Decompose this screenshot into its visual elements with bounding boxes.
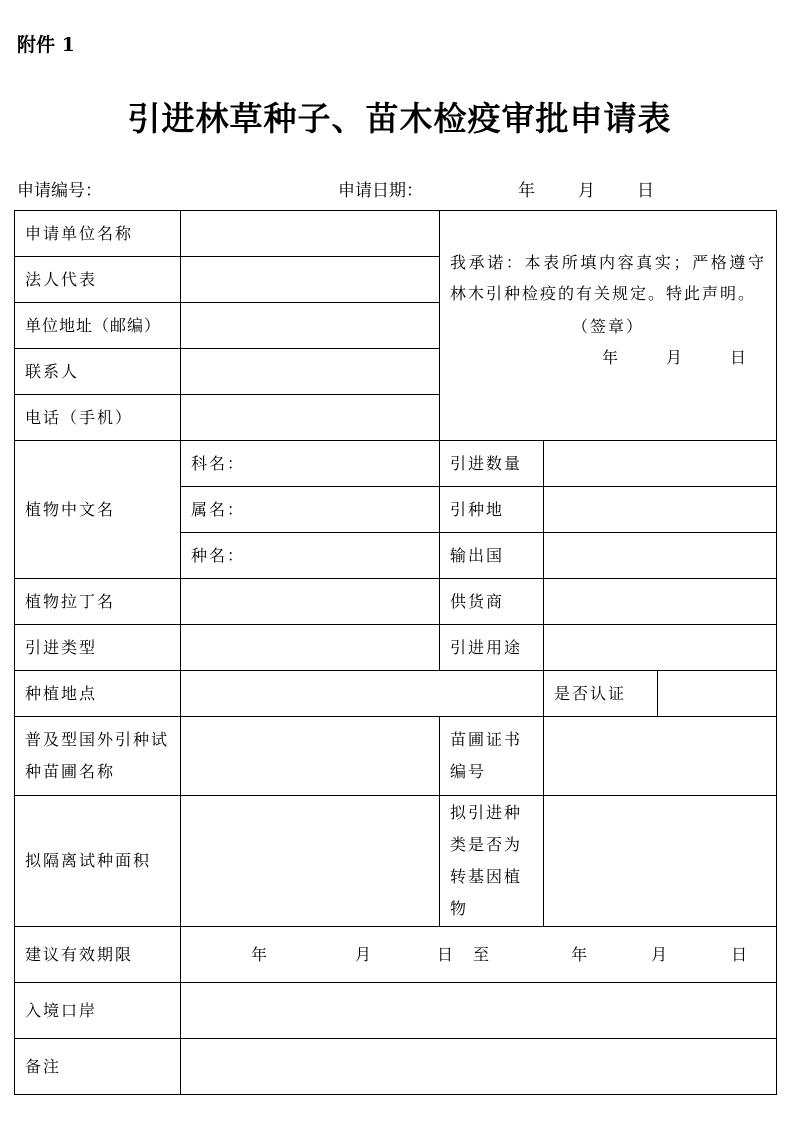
application-number-label: 申请编号： [17,181,102,201]
genus-field[interactable]: 属名： [181,487,440,533]
isolation-area-label: 拟隔离试种面积 [15,796,181,927]
species-field[interactable]: 种名： [181,533,440,579]
unit-name-label: 申请单位名称 [15,211,181,257]
application-date-month: 月 [578,181,595,201]
validity-to: 至 [473,944,492,964]
chinese-name-label: 植物中文名 [15,441,181,579]
application-date-day: 日 [637,181,654,201]
origin-label: 引种地 [440,487,544,533]
export-country-field[interactable] [544,533,777,579]
validity-end-month: 月 [651,944,670,964]
application-date-year: 年 [518,181,535,201]
certified-label: 是否认证 [544,671,658,717]
legal-rep-field[interactable] [181,257,440,303]
nursery-cert-label: 苗圃证书编号 [440,717,544,796]
address-label: 单位地址（邮编） [15,303,181,349]
contact-label: 联系人 [15,349,181,395]
validity-field[interactable] [181,927,777,983]
intro-purpose-label: 引进用途 [440,625,544,671]
family-field[interactable]: 科名： [181,441,440,487]
latin-name-label: 植物拉丁名 [15,579,181,625]
unit-name-field[interactable] [181,211,440,257]
transgenic-field[interactable] [544,796,777,927]
application-date-label: 申请日期： [338,181,423,201]
certified-field[interactable] [658,671,777,717]
nursery-cert-field[interactable] [544,717,777,796]
attachment-label: 附件 1 [17,34,75,56]
origin-field[interactable] [544,487,777,533]
validity-end-year: 年 [571,944,590,964]
planting-site-field[interactable] [181,671,544,717]
intro-type-field[interactable] [181,625,440,671]
port-field[interactable] [181,983,777,1039]
validity-start-month: 月 [355,944,374,964]
remarks-field[interactable] [181,1039,777,1095]
isolation-area-field[interactable] [181,796,440,927]
quantity-field[interactable] [544,441,777,487]
pledge-year: 年 [601,348,620,367]
pledge-day: 日 [730,348,749,367]
transgenic-label: 拟引进种类是否为转基因植物 [440,796,544,927]
pledge-month: 月 [665,348,684,367]
contact-field[interactable] [181,349,440,395]
intro-purpose-field[interactable] [544,625,777,671]
phone-label: 电话（手机） [15,395,181,441]
latin-name-field[interactable] [181,579,440,625]
nursery-name-field[interactable] [181,717,440,796]
address-field[interactable] [181,303,440,349]
port-label: 入境口岸 [15,983,181,1039]
export-country-label: 输出国 [440,533,544,579]
pledge-text: 我承诺：本表所填内容真实；严格遵守林木引种检疫的有关规定。特此声明。 [450,253,767,303]
validity-end-day: 日 [731,944,750,964]
supplier-label: 供货商 [440,579,544,625]
validity-start-year: 年 [251,944,270,964]
nursery-name-label: 普及型国外引种试种苗圃名称 [15,717,181,796]
pledge-date [450,342,766,373]
pledge-cell [440,211,777,441]
application-form-table [14,210,777,1095]
quantity-label: 引进数量 [440,441,544,487]
intro-type-label: 引进类型 [15,625,181,671]
remarks-label: 备注 [15,1039,181,1095]
validity-start-day: 日 [437,944,456,964]
validity-label: 建议有效期限 [15,927,181,983]
form-title: 引进林草种子、苗木检疫审批申请表 [127,99,672,138]
phone-field[interactable] [181,395,440,441]
legal-rep-label: 法人代表 [15,257,181,303]
supplier-field[interactable] [544,579,777,625]
seal-label: （签章） [572,317,645,336]
planting-site-label: 种植地点 [15,671,181,717]
